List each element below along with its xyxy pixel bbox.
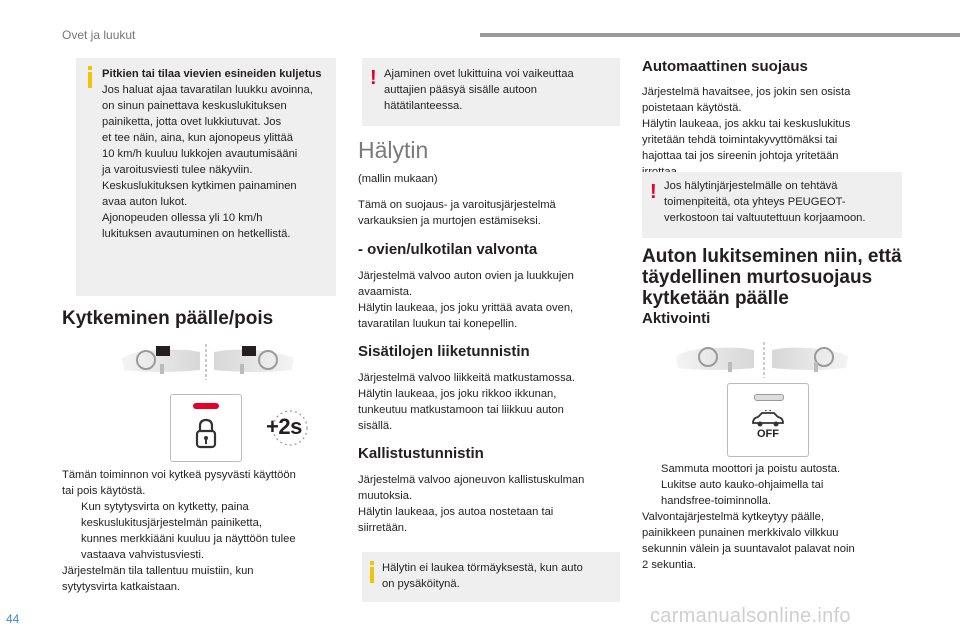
heading-perimeter: - ovien/ulkotilan valvonta [358,241,538,258]
alarm-subtitle: (mallin mukaan) [358,173,438,185]
car-alarm-icon [750,410,786,428]
outro-line: sytytysvirta katkaistaan. [62,581,181,593]
heading-full-lock-line: kytketään päälle [642,288,789,309]
intro-line: Tämän toiminnon voi kytkeä pysyvästi käyttöön [62,469,296,481]
outro-line: Järjestelmän tila tallentuu muistiin, kun [62,565,254,577]
info-line: lukituksen avautuminen on hetkellistä. [102,228,291,240]
bullet-item: Kun sytytysvirta on kytketty, paina keskuslukitusjärjestelmän painiketta, kunnes merkkiääni kuuluu ja näyttöön tulee vastaava vahvistusviesti. [81,501,296,561]
info-line: Ajonopeuden ollessa yli 10 km/h [102,212,263,224]
central-lock-button [170,394,242,462]
info-line: avaa auton lukot. [102,196,188,208]
padlock-icon [195,417,217,449]
info-line: painiketta, jotta ovet lukkiutuvat. Jos [102,116,282,128]
warning-box-driving-locked: ! Ajaminen ovet lukittuina voi vaikeuttaa auttajien pääsyä sisälle autoon hätätilanteessa. [362,58,620,126]
warning-icon: ! [370,67,377,89]
heading-full-lock-line: Auton lukitseminen niin, että [642,246,902,267]
info-box-title: Pitkien tai tilaa vievien esineiden kuljetus [102,68,322,80]
info-line: 10 km/h kuuluu lukkojen avautumisääni [102,148,298,160]
info-box-long-items [76,58,336,296]
led-indicator [193,403,219,409]
info-line: on sinun painettava keskuslukituksen [102,100,287,112]
dashboard-illustration [118,340,298,382]
led-indicator [754,394,784,401]
heading-auto-protection: Automaattinen suojaus [642,58,808,75]
heading-full-lock-line: täydellinen murtosuojaus [642,267,873,288]
intro-line: tai pois käytöstä. [62,485,146,497]
info-line: Keskuslukituksen kytkimen painaminen [102,180,297,192]
off-label: OFF [757,428,779,440]
page-number: 44 [6,612,20,626]
info-box-collision: Hälytin ei laukea törmäyksestä, kun auto on pysäköitynä. [362,552,620,602]
heading-on-off: Kytkeminen päälle/pois [62,308,274,329]
info-icon [86,66,94,88]
info-line: Jos haluat ajaa tavaratilan luukku avoinna, [102,84,313,96]
bullet-item: Sammuta moottori ja poistu autosta. [661,463,841,475]
hold-2s-icon [266,408,312,448]
dashboard-illustration [672,340,852,380]
info-line: et tee näin, aina, kun ajonopeus ylittää [102,132,293,144]
alarm-title: Hälytin [358,137,429,163]
heading-activation: Aktivointi [642,310,711,327]
heading-motion-sensor: Sisätilojen liiketunnistin [358,343,530,360]
warning-box-service: ! Jos hälytinjärjestelmälle on tehtävä toimenpiteitä, ota yhteys PEUGEOT- verkostoon tai valtuutettuun korjaamoon. [642,172,902,238]
heading-tilt-sensor: Kallistustunnistin [358,445,484,462]
alarm-off-button [727,383,809,457]
info-line: ja varoitusviesti tulee näkyviin. [102,164,253,176]
hold-2s-label: +2s [266,414,302,439]
warning-icon: ! [650,181,657,203]
running-header: Ovet ja luukut [62,28,136,42]
watermark: carmanualsonline.info [650,605,851,627]
info-icon [368,561,376,583]
bullet-item: Lukitse auto kauko-ohjaimella tai handsfree-toiminnolla. [661,479,824,507]
header-rule [480,33,960,37]
